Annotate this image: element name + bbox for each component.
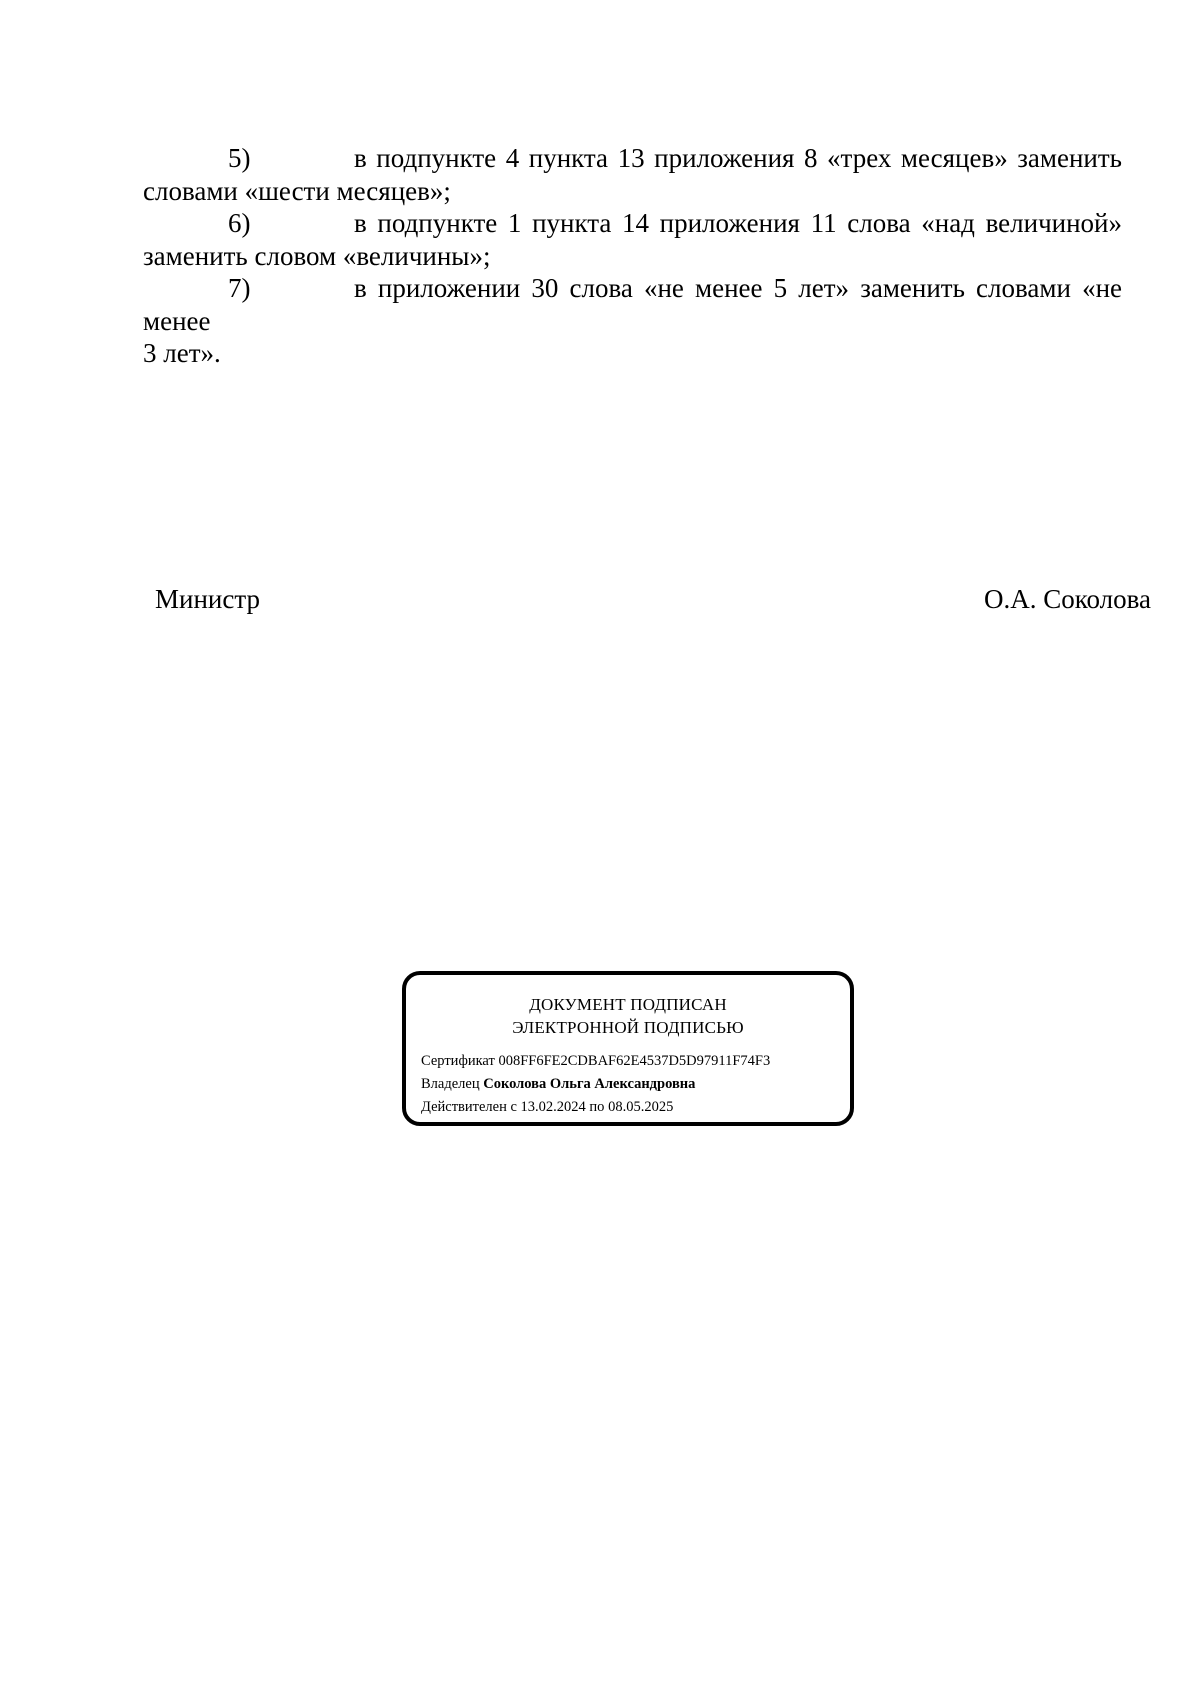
amendment-continuation: словами «шести месяцев»; (143, 175, 451, 206)
amendment-item-5 (143, 142, 1122, 207)
amendment-item-7 (143, 272, 1122, 370)
signatory-name: О.А. Соколова (984, 584, 1151, 614)
amendment-continuation: заменить словом «величины»; (143, 240, 491, 271)
amendment-continuation: 3 лет». (143, 338, 221, 368)
signatory-role: Министр (155, 584, 260, 614)
amendment-item-first-line (143, 272, 1122, 337)
stamp-certificate-row (421, 1050, 770, 1073)
electronic-signature-stamp (402, 971, 854, 1126)
amendment-text: в подпункте 1 пункта 14 приложения 11 слова «над величиной» (354, 208, 1122, 238)
amendment-number: 5) (228, 143, 251, 173)
owner-value: Соколова Ольга Александровна (483, 1076, 696, 1092)
valid-to-label: по (589, 1099, 605, 1115)
stamp-title (406, 993, 850, 1039)
amendment-number: 7) (228, 273, 251, 303)
stamp-details (421, 1050, 770, 1119)
amendment-item-first-line (143, 142, 1122, 175)
amendment-item-first-line (143, 207, 1122, 240)
valid-label: Действителен (421, 1099, 507, 1115)
amendment-item-6 (143, 207, 1122, 272)
stamp-owner-row (421, 1073, 770, 1096)
valid-from-label: с (510, 1099, 517, 1115)
amendment-text: в приложении 30 слова «не менее 5 лет» заменить словами «не менее (143, 273, 1122, 336)
amendment-text: в подпункте 4 пункта 13 приложения 8 «трех месяцев» заменить (354, 143, 1122, 173)
stamp-title-line-2: ЭЛЕКТРОННОЙ ПОДПИСЬЮ (512, 1018, 744, 1037)
amendments-list (143, 142, 1122, 370)
certificate-label: Сертификат (421, 1053, 495, 1069)
valid-from-date: 13.02.2024 (520, 1099, 586, 1115)
stamp-validity-row (421, 1096, 770, 1119)
stamp-title-line-1: ДОКУМЕНТ ПОДПИСАН (529, 995, 727, 1014)
owner-label: Владелец (421, 1076, 480, 1092)
amendment-number: 6) (228, 208, 251, 238)
certificate-value: 008FF6FE2CDBAF62E4537D5D97911F74F3 (498, 1053, 771, 1069)
valid-to-date: 08.05.2025 (608, 1099, 674, 1115)
